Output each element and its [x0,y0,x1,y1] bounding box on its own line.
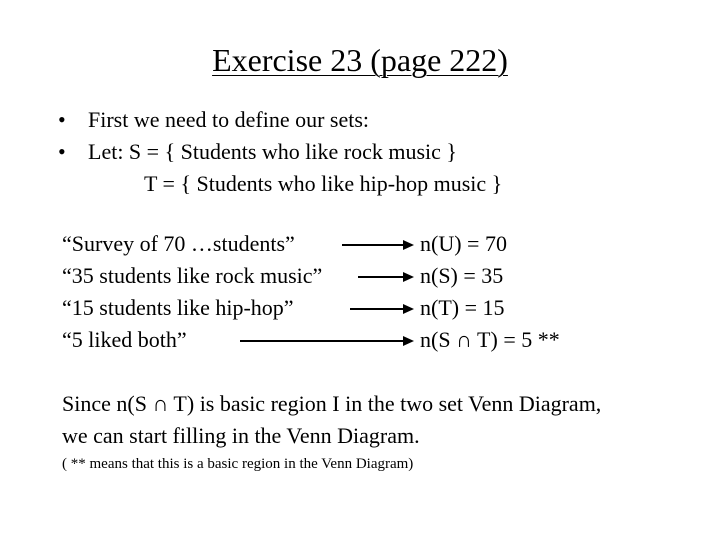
mapping-row [62,228,702,260]
mapping-notation: n(U) = 70 [420,231,507,256]
mapping-phrase: “5 liked both” [62,327,187,352]
mapping-phrase: “35 students like rock music” [62,263,323,288]
bullet-list [58,104,502,200]
conclusion-paragraph [62,388,601,452]
bullet-text: Let: S = { Students who like rock music } [88,139,457,164]
mapping-notation: n(S ∩ T) = 5 ** [420,327,560,352]
slide-title-text: Exercise 23 (page 222) [212,42,508,78]
right-arrow-icon [342,239,414,251]
right-arrow-icon [350,303,414,315]
right-arrow-icon [358,271,414,283]
mapping-phrase: “15 students like hip-hop” [62,295,294,320]
conclusion-line: we can start filling in the Venn Diagram. [62,423,420,448]
conclusion-line: Since n(S ∩ T) is basic region I in the two set Venn Diagram, [62,391,602,416]
mapping-notation: n(S) = 35 [420,263,504,288]
footnote: ( ** means that this is a basic region in the Venn Diagram) [62,456,414,472]
mapping-row [62,324,702,356]
mapping-row [62,260,702,292]
bullet-marker: • [58,139,66,164]
slide-title [0,40,720,80]
bullet-text: First we need to define our sets: [88,107,370,132]
bullet-marker: • [58,107,66,132]
bullet-continuation: T = { Students who like hip-hop music } [144,171,503,196]
bullet-item [58,104,502,136]
mapping-phrase: “Survey of 70 …students” [62,231,295,256]
right-arrow-icon [240,335,414,347]
bullet-item [58,136,502,168]
mapping-notation: n(T) = 15 [420,295,505,320]
mapping-row [62,292,702,324]
